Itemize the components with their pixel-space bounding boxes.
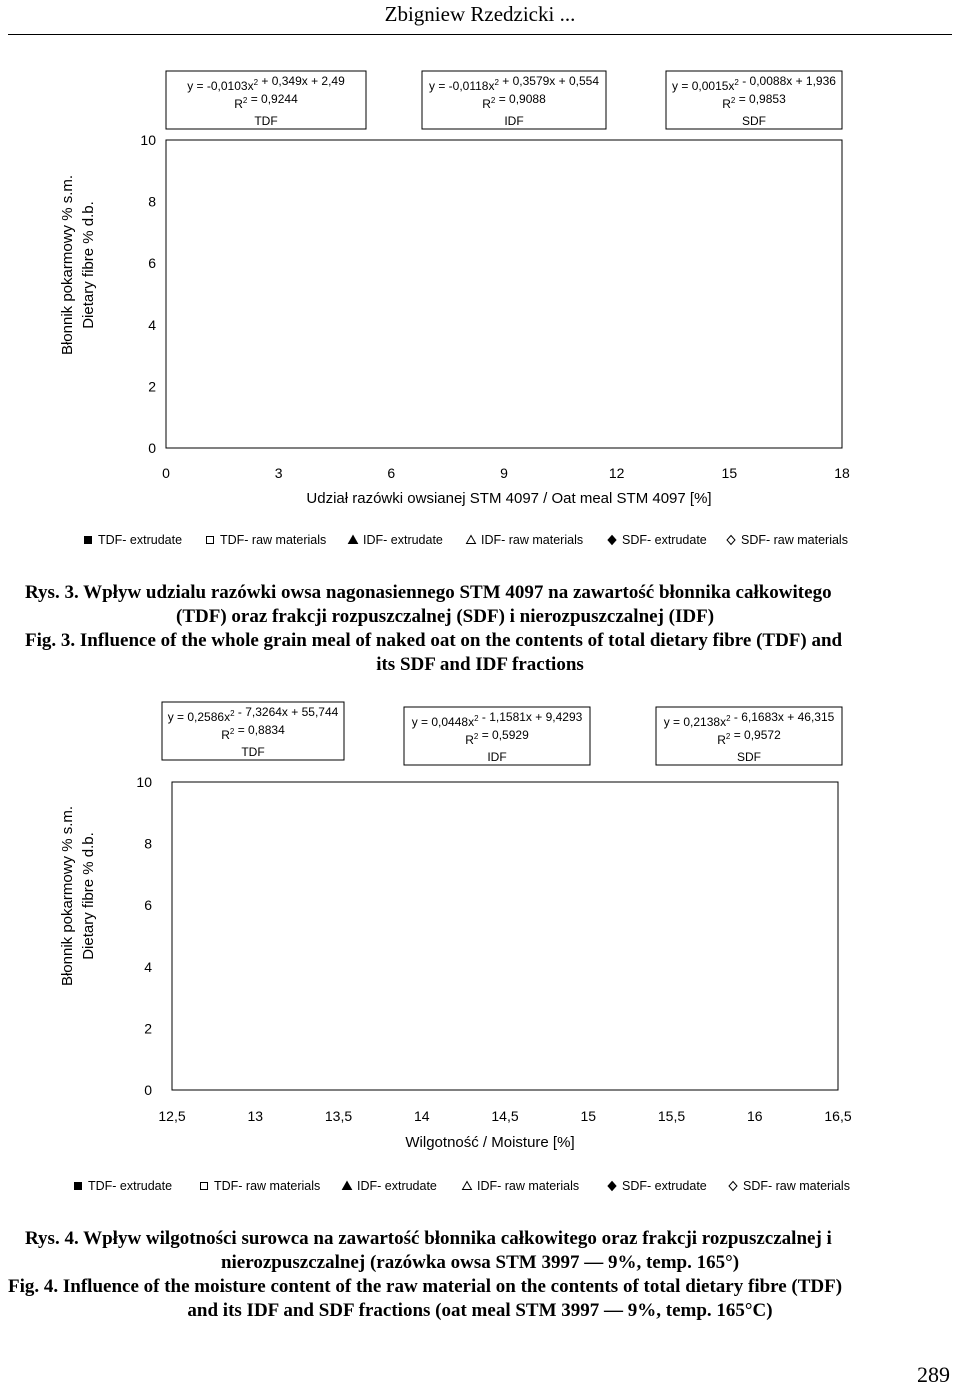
legend-marker	[727, 536, 735, 545]
r-squared-text: $R^2 = 0,5929$	[465, 728, 529, 747]
legend-marker	[343, 1182, 352, 1190]
x-tick-label: 14	[413, 1108, 430, 1124]
equation-label: TDF	[254, 114, 278, 128]
y-tick-label: 2	[144, 1020, 152, 1037]
r-squared-text: $R^2 = 0,9244$	[234, 92, 298, 111]
y-tick-label: 8	[148, 193, 156, 210]
legend-label: IDF- raw materials	[477, 1179, 580, 1193]
legend-marker	[608, 1182, 616, 1191]
legend-label: SDF- raw materials	[741, 533, 848, 547]
x-tick-label: 16	[746, 1108, 763, 1124]
legend-marker	[75, 1183, 82, 1190]
equation-text: $y = -0,0118x^2 + 0,3579x + 0,554$	[428, 74, 600, 93]
legend-marker	[463, 1182, 472, 1190]
y-tick-label: 4	[148, 316, 156, 333]
y-tick-label: 8	[144, 835, 152, 852]
y-tick-label: 4	[144, 958, 152, 975]
r-squared-text: $R^2 = 0,8834$	[221, 723, 285, 742]
y-axis-title: Dietary fibre % d.b.	[80, 201, 97, 329]
x-tick-label: 6	[387, 465, 396, 481]
legend-label: SDF- extrudate	[622, 1179, 707, 1193]
y-axis-title: Dietary fibre % d.b.	[80, 832, 97, 960]
x-tick-label: 9	[500, 465, 508, 481]
x-tick-label: 18	[834, 465, 850, 481]
legend-marker	[729, 1182, 737, 1191]
x-tick-label: 13,5	[324, 1108, 353, 1124]
equation-label: TDF	[241, 745, 265, 759]
legend-marker	[467, 536, 476, 544]
chart-figure-4	[0, 660, 960, 1200]
equation-text: $y = 0,2138x^2 - 6,1683x + 46,315$	[663, 710, 835, 729]
y-axis-title: Błonnik pokarmowy % s.m.	[59, 174, 76, 356]
equation-text: $y = 0,2586x^2 - 7,3264x + 55,744$	[167, 705, 339, 724]
legend-label: IDF- extrudate	[363, 533, 443, 547]
equation-text: $y = 0,0015x^2 - 0,0088x + 1,936$	[672, 74, 836, 93]
r-squared-text: $R^2 = 0,9853$	[722, 92, 786, 111]
y-tick-label: 2	[148, 378, 156, 395]
y-tick-label: 6	[144, 897, 152, 914]
x-tick-label: 12	[608, 465, 625, 481]
y-axis-title: Błonnik pokarmowy % s.m.	[59, 805, 76, 987]
equation-text: $y = 0,0448x^2 - 1,1581x + 9,4293$	[411, 710, 583, 729]
y-tick-label: 6	[148, 255, 156, 272]
chart-figure-3	[0, 0, 960, 560]
legend-label: TDF- extrudate	[88, 1179, 173, 1193]
legend-label: IDF- raw materials	[481, 533, 584, 547]
legend-marker	[349, 536, 358, 544]
y-tick-label: 10	[140, 132, 156, 148]
x-tick-label: 14,5	[491, 1108, 519, 1124]
legend-label: TDF- raw materials	[214, 1179, 321, 1193]
x-tick-label: 13	[247, 1108, 264, 1124]
caption-line: Fig. 3. Influence of the whole grain meal of naked oat on the contents of total dietary fibre (TDF) and	[25, 630, 843, 651]
plot-area	[166, 140, 842, 448]
equation-label: SDF	[737, 750, 761, 764]
legend-label: SDF- extrudate	[622, 533, 707, 547]
x-tick-label: 15	[721, 465, 738, 481]
caption-line: nierozpuszczalnej (razówka owsa STM 3997 — 9%, temp. 165°)	[220, 1252, 740, 1273]
legend-marker	[85, 537, 92, 544]
x-tick-label: 15,5	[657, 1108, 686, 1124]
x-tick-label: 3	[274, 465, 283, 481]
legend-marker	[207, 537, 214, 544]
equation-label: IDF	[487, 750, 507, 764]
caption-figure-4	[0, 1227, 960, 1323]
x-tick-label: 15	[580, 1108, 597, 1124]
caption-line: Rys. 3. Wpływ udzialu razówki owsa nagonasiennego STM 4097 na zawartość błonnika całkowitego	[25, 582, 832, 603]
y-tick-label: 0	[144, 1082, 152, 1098]
page-number: 289	[917, 1362, 950, 1387]
caption-line: and its IDF and SDF fractions (oat meal STM 3997 — 9%, temp. 165°C)	[187, 1300, 773, 1321]
r-squared-text: $R^2 = 0,9572$	[717, 728, 781, 747]
equation-label: IDF	[504, 114, 524, 128]
r-squared-text: $R^2 = 0,9088$	[482, 92, 546, 111]
x-tick-label: 0	[162, 465, 170, 481]
x-tick-label: 12,5	[158, 1108, 186, 1124]
y-tick-label: 10	[136, 774, 152, 790]
x-axis-title: Udział razówki owsianej STM 4097 / Oat meal STM 4097 [%]	[306, 490, 712, 507]
equation-text: $y = -0,0103x^2 + 0,349x + 2,49$	[187, 74, 345, 93]
caption-line: (TDF) oraz frakcji rozpuszczalnej (SDF) i nierozpuszczalnej (IDF)	[176, 606, 715, 627]
legend-label: SDF- raw materials	[743, 1179, 850, 1193]
legend-marker	[201, 1183, 208, 1190]
y-tick-label: 0	[148, 440, 156, 456]
legend-label: IDF- extrudate	[357, 1179, 437, 1193]
x-tick-label: 16,5	[824, 1108, 852, 1124]
legend-marker	[608, 536, 616, 545]
caption-line: Fig. 4. Influence of the moisture content of the raw material on the contents of total dietary fibre (TDF)	[8, 1276, 843, 1297]
plot-area	[172, 782, 838, 1090]
caption-line: Rys. 4. Wpływ wilgotności surowca na zawartość błonnika całkowitego oraz frakcji rozpuszczalnej i	[25, 1228, 832, 1249]
legend-label: TDF- raw materials	[220, 533, 327, 547]
equation-label: SDF	[742, 114, 766, 128]
legend-label: TDF- extrudate	[98, 533, 183, 547]
caption-line: its SDF and IDF fractions	[376, 654, 584, 675]
x-axis-title: Wilgotność / Moisture [%]	[405, 1134, 575, 1151]
running-head: Zbigniew Rzedzicki ...	[384, 2, 576, 26]
